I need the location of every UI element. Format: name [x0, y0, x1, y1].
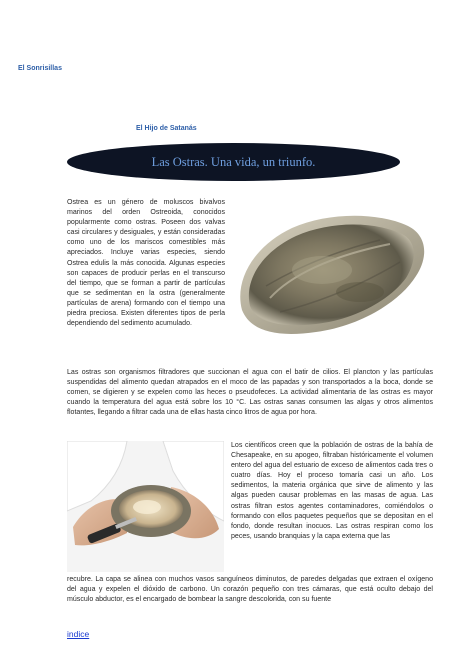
- filter-paragraph: [67, 368, 433, 418]
- article-title: Las Ostras. Una vida, un triunfo.: [151, 154, 316, 169]
- index-link[interactable]: indice: [67, 629, 90, 639]
- mantle-paragraph: [67, 575, 433, 605]
- hands-oyster-photo: [67, 441, 224, 572]
- chesapeake-paragraph: [231, 441, 433, 542]
- intro-text: Ostrea es un género de moluscos bivalvos marinos del orden Ostreoida, conocidos popularmente como ostras. Poseen dos valvas casi circulares y desiguales, y están consideradas como uno de los mariscos comestibles más apreciados. Incluye varias especies, siendo Ostrea edulis la más conocida. Algunas especies son capaces de producir perlas en el transcurso del tiempo, que se forman a partir de partículas que se sedimentan en la ostra (generalmente partículas de arena) formando con el tiempo una piedra preciosa. Existen diferentes tipos de perla dependiendo del sedimento acumulado.: [67, 199, 225, 328]
- site-name: El Sonrisillas: [18, 65, 62, 72]
- intro-paragraph: [67, 198, 225, 329]
- section-name: El Hijo de Satanás: [136, 125, 197, 132]
- filter-text: Las ostras son organismos filtradores que succionan el agua con el batir de cilios. El plancton y las partículas suspendidas del alimento quedan atrapados en el moco de las papadas y son transportados a la boca, donde se comen, se digieren y se expelen como las heces o pseudofeces. La actividad alimentaria de las ostras es mayor cuando la temperatura del agua está sobre los 10 °C. Las ostras sanas consumen las algas y otros alimentos flotantes, llegando a filtrar cada una de ellas hasta cinco litros de agua por hora.: [67, 369, 433, 417]
- mantle-text: recubre. La capa se alinea con muchos vasos sanguíneos diminutos, de paredes delgadas que extraen el oxígeno del agua y expelen el dióxido de carbono. Un corazón pequeño con tres cámaras, que está oculto debajo del músculo abductor, es el encargado de bombear la sangre descolorida, con su fuente: [67, 576, 433, 604]
- oyster-photo: [230, 206, 430, 344]
- title-banner: [67, 143, 400, 181]
- chesapeake-text: Los científicos creen que la población de ostras de la bahía de Chesapeake, en su apogeo, filtraban históricamente el volumen entero del agua del estuario de exceso de alimentos cada tres o cuatro días. Hoy el proceso tomaría casi un año. Los sedimentos, la materia orgánica que sirve de alimento y las algas pueden causar problemas en las masas de agua. Las ostras filtran estos agentes contaminadores, comiéndolos o formando con ellos paquetes pequeños que se depositan en el fondo, donde resultan inocuos. Las ostras respiran como los peces, usando branquias y la capa externa que las: [231, 442, 433, 540]
